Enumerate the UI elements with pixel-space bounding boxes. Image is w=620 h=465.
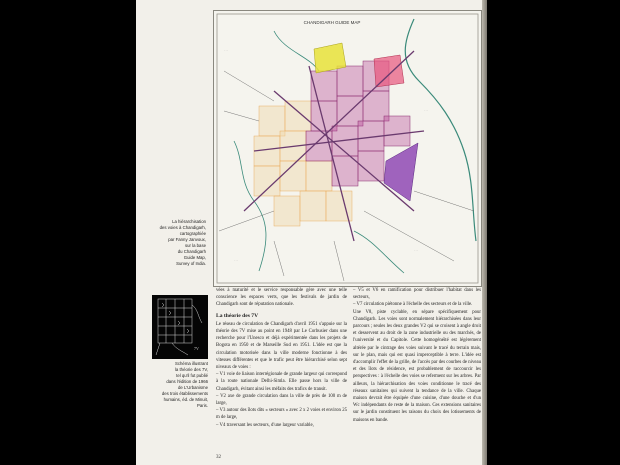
map-caption: La hiérarchisation des voies à Chandigarh, cartographiée par Fanny Janvoux, sur la base du Chandigarh Guide Map, Survey of India. [159,219,206,266]
svg-text:· · ·: · · · [424,109,429,112]
svg-text:· · ·: · · · [224,49,229,52]
svg-text:· · ·: · · · [234,259,239,262]
theory-paragraph: Le réseau de circulation de Chandigarh d'avril 1951 s'appuie sur la théorie des 7V mise au point en 1948 par Le Corbusier dans une recherche pour l'Unesco et déjà expérimentée dans les projets de Bogota en 1950 et de Marseille Sud en 1951. L'idée est que la circulation motorisée dans la ville moderne fonctionne à des vitesses différentes et que le trafic peut être hiérarchisé selon sept niveaux de voies : – V1 voie de liaison interrégionale de grande largeur qui correspond à la route nationale Delhi-Simla. Elle passe hors la ville de Chandigarh, évitant ainsi les méfaits des trafics de transit. – V2 axe de grande circulation dans la ville de près de 100 m de large, – V3 autour des îlots dits « secteurs » avec 2 x 2 voies et environ 25 m de large, – V4 traversant les secteurs, d'une largeur variable, [216,321,347,428]
seven-v-scheme-figure [152,295,208,359]
section-heading: La théorie des 7V [216,312,259,319]
scheme-caption: Schéma illustrant la théorie des 7V, tel qu'il fut publié dans l'édition de 1966 de L'Urbanisme des trois établissements humains, éd. de Minuit, Paris. [161,361,208,408]
continuation-paragraph: – V5 et V6 en ramification pour distribuer l'habitat dans les secteurs, – V7 circulation piétonne à l'échelle des secteurs et de la ville. Une V8, piste cyclable, en sépare spécifiquement pour Chandigarh. Les voies sont normalement hiérarchisées dans leur parcours ; seules les deux grandes V2 qui se croisent à angle droit et desservent au droit de la zone industrielle ou des marchés, de l'université et du Capitole. Cette homogénéité est légèrement altérée par le cintrage des voies suivant le tracé du terrain mais, sur le plan, mais qui est quasi imperceptible à terre. L'idée est d'accomplir l'effet de la grille, de l'accès par des courbes de niveau et des îlots de résidence, est probablement de raccourcir les perspectives : à l'échelle des voies se referment sur les arbres. Par ailleurs, la hiérarchisation des voies conditionne le tracé des réseaux sanitaires qui suivent la tendance de la ville. Chaque maison devrait être équipée d'une cuisine, d'une douche et d'un Wc indépendants de reste de la maison. Ces extensions sanitaires sur le jardin constituent les raisons du choix des lotissements de maisons en bande. [353,288,481,423]
text-column-right [353,287,481,424]
svg-text:· · ·: · · · [414,249,419,252]
text-column-left [216,287,347,429]
intro-paragraph: vées à maturité et le service responsable gère avec une telle conscience les espaces verts, que les festivals de jardin de Chandigarh sont de réputation nationale. [216,288,347,308]
svg-text:7V: 7V [194,346,199,351]
book-gutter [482,0,487,465]
chandigarh-guide-map [213,10,482,287]
map-title: CHANDIGARH GUIDE MAP [303,20,361,25]
page-number: 32 [216,455,221,460]
